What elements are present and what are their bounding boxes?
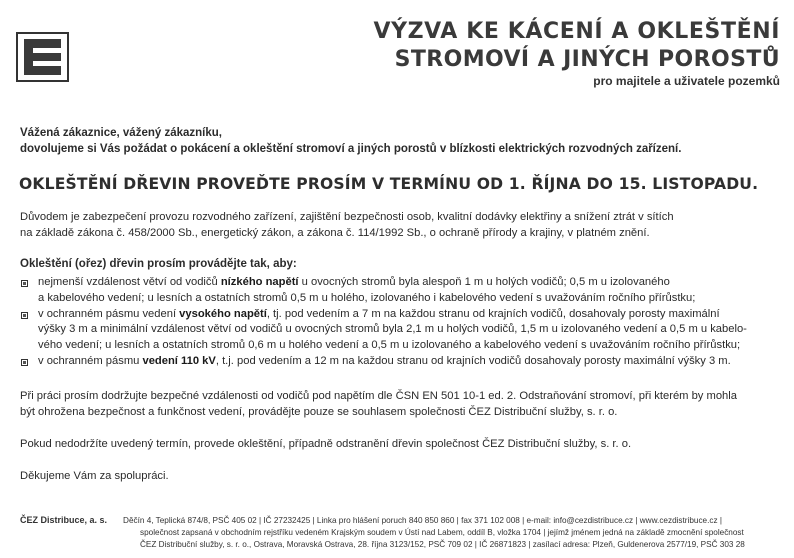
bullet-square-icon	[21, 280, 28, 287]
greeting-request: dovolujeme si Vás požádat o pokácení a okleštění stromoví a jiných porostů v blízkosti elektrických rozvodných zařízení.	[20, 143, 682, 155]
list-item-line: v ochranném pásmu vedení 110 kV, t.j. pod vedením a 12 m na každou stranu od krajních vodičů dosahovaly porosty maximální výšky 3 m.	[38, 354, 731, 367]
list-item	[20, 354, 780, 370]
emphasis: vedení 110 kV	[142, 354, 216, 367]
footer-row-1	[20, 514, 745, 527]
headline: OKLEŠTĚNÍ DŘEVIN PROVEĎTE PROSÍM V TERMÍNU OD 1. ŘÍJNA DO 15. LISTOPADU.	[19, 175, 759, 193]
list-heading: Okleštění (ořez) dřevin prosím provádějte tak, aby:	[20, 258, 297, 270]
bullet-square-icon	[21, 359, 28, 366]
safety-line-1: Při práci prosím dodržujte bezpečné vzdálenosti od vodičů pod napětím dle ČSN EN 501 10-1 ed. 2. Odstraňování stromoví, při kterém by mohla	[20, 390, 737, 402]
emphasis: nízkého napětí	[220, 276, 299, 288]
reason-line-1: Důvodem je zabezpečení provozu rozvodného zařízení, zajištění bezpečnosti osob, kvalitní dodávky elektřiny a snížení ztrát v sítích	[20, 211, 674, 223]
footer-contact: Děčín 4, Teplická 874/8, PSČ 405 02 | IČ 27232425 | Linka pro hlášení poruch 840 850 860 | fax 371 102 008 | e-mail: info@cezdistribuce.cz | www.cezdistribuce.cz |	[123, 516, 722, 525]
greeting-salutation: Vážená zákaznice, vážený zákazníku,	[20, 127, 222, 139]
list-item-line: nejmenší vzdálenost větví od vodičů nízkého napětí u ovocných stromů byla alespoň 1 m u holých vodičů; 0,5 m u izolovaného	[38, 276, 670, 288]
list-item	[20, 275, 780, 307]
list-item-line: vého vedení; u lesních a ostatních stromů 0,6 m u holého vedení a 0,5 m u izolovaného a kabelového vedení s uvažováním ročního přírůstku;	[38, 339, 741, 352]
deadline-paragraph: Pokud nedodržíte uvedený termín, provede okleštění, případně odstranění dřevin společnost ČEZ Distribuční služby, s. r. o.	[20, 438, 632, 450]
reason-paragraph	[20, 209, 674, 241]
list-item-line: v ochranném pásmu vedení vysokého napětí, tj. pod vedením a 7 m na každou stranu od krajních vodičů, dosahovaly porosty maximální	[38, 307, 720, 320]
footer	[20, 514, 745, 551]
safety-line-2: být ohrožena bezpečnost a funkčnost vedení, provádějte pouze se souhlasem společnosti ČEZ Distribuční služby, s. r. o.	[20, 406, 618, 418]
subtitle: pro majitele a uživatele pozemků	[593, 74, 780, 88]
title-line-2: STROMOVÍ A JINÝCH POROSTŮ	[394, 47, 780, 72]
footer-company: ČEZ Distribuce, a. s.	[20, 515, 108, 525]
list-item-line: výšky 3 m a minimální vzdálenost větví od vodičů u ovocných stromů byla 2,1 m u holých vodičů, 1,5 m u izolovaného vedení a 0,5 m u kabelo-	[38, 323, 747, 336]
list-item-line: a kabelového vedení; u lesních a ostatních stromů 0,5 m u holého, izolovaného i kabelového vedení s uvažováním ročního přírůstku;	[38, 291, 696, 304]
footer-row-3: ČEZ Distribuční služby, s. r. o., Ostrava, Moravská Ostrava, 28. října 3123/152, PSČ 709 02 | IČ 26871823 | zasílací adresa: Plzeň, Guldenerova 2577/19, PSČ 303 28	[140, 540, 745, 549]
footer-row-2: společnost zapsaná v obchodním rejstříku vedeném Krajským soudem v Ústí nad Labem, oddíl B, vložka 1704 | jejímž jménem jedná na základě zmocnění společnost	[140, 528, 744, 537]
pruning-rules-list	[20, 275, 780, 370]
thanks-paragraph: Děkujeme Vám za spolupráci.	[20, 470, 169, 482]
greeting	[20, 125, 681, 157]
emphasis: vysokého napětí	[179, 307, 267, 320]
title-line-1: VÝZVA KE KÁCENÍ A OKLEŠTĚNÍ	[373, 19, 780, 44]
bullet-square-icon	[21, 312, 28, 319]
list-item	[20, 307, 780, 354]
cez-logo-icon	[16, 32, 69, 82]
safety-paragraph	[20, 388, 737, 420]
reason-line-2: na základě zákona č. 458/2000 Sb., energetický zákon, a zákona č. 114/1992 Sb., o ochraně přírody a krajiny, v platném znění.	[20, 227, 650, 239]
document-title	[373, 18, 780, 88]
